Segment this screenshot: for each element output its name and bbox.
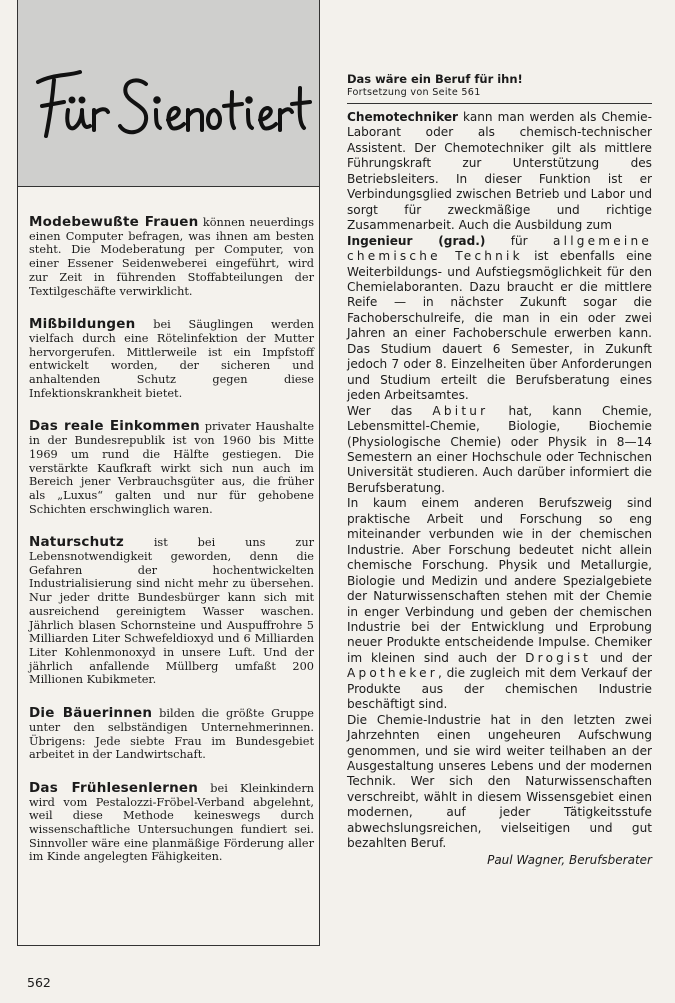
article-subtitle: Fortsetzung von Seite 561	[347, 87, 481, 98]
header-band	[18, 0, 319, 187]
paragraph-text: und der	[591, 650, 652, 665]
notice-text: können neuerdings einen Computer befragen, was ihnen am besten steht. Die Modeberatung per Computer, von einer Essener Seidenweberei eingeführt, wird zur Zeit in führenden Stoffabteilungen der Textilgeschäfte verwirklicht.	[29, 216, 314, 298]
notice-item	[29, 318, 314, 400]
notice-lead: Modebewußte Frauen	[29, 214, 199, 230]
spaced-term: allgemeine chemische Technik	[347, 233, 652, 264]
paragraph	[347, 110, 652, 234]
notice-lead: Naturschutz	[29, 534, 124, 551]
paragraph	[347, 404, 652, 497]
notice-item	[29, 216, 314, 298]
paragraph	[347, 496, 652, 712]
paragraph-text: , die zugleich mit dem Verkauf der Produkte aus der chemischen Industrie beschäftigt sind.	[347, 666, 652, 712]
notes-list	[29, 216, 314, 884]
notice-item	[29, 536, 314, 687]
notice-lead: Mißbildungen	[29, 316, 136, 333]
term-ingenieur: Ingenieur (grad.)	[347, 233, 486, 248]
paragraph-text: Die Chemie-Industrie hat in den letzten zwei Jahrzehnten einen ungeheuren Aufschwung genommen, und sie wird weiter teilhaben an der Ausgestaltung unseres Lebens und der modernen Technik. Wer sich den Naturwissenschaften verschreibt, wählt in diesem Wissensgebiet einen modernen, auf jeder Tätigkeitsstufe abwechslungsreichen, vielseitigen und gut bezahlten Beruf.	[347, 712, 652, 851]
notice-item	[29, 707, 314, 762]
notice-text: ist bei uns zur Lebensnotwendigkeit geworden, denn die Gefahren der hochentwickelten Industrialisierung sind nicht mehr zu übersehen. Nur jeder dritte Bundesbürger kann sich mit ausreichend gereinigtem Wasser waschen. Jährlich blasen Schornsteine und Auspuffrohre 5 Milliarden Liter Schwefeldioxyd und 6 Milliarden Liter Kohlenmonoxyd in unsere Luft. Und der jährlich anfallende Müllberg umfaßt 200 Millionen Kubikmeter.	[29, 536, 314, 687]
term-chemotechniker: Chemotechniker	[347, 110, 458, 124]
page-number: 562	[27, 975, 51, 990]
paragraph-text: In kaum einem anderen Berufszweig sind praktische Arbeit und Forschung so eng miteinander verbunden wie in der chemischen Industrie. Aber Forschung bedeutet nicht allein chemische Forschung. Physik und Metallurgie, Biologie und Medizin und andere Spezialgebiete der Naturwissenschaften stehen mit der Chemie in enger Verbindung und geben der chemischen Industrie bei der Entwicklung und Erprobung neuer Produkte entscheidende Impulse. Chemiker im kleinen sind auch der	[347, 496, 652, 665]
notice-text: bei Säuglingen werden vielfach durch eine Rötelinfektion der Mutter hervorgerufen. Mittlerweile ist ein Impfstoff entwickelt worden, der sicheren und anhaltenden Schutz gegen diese Infektionskrankheit bietet.	[29, 318, 314, 400]
notes-box	[17, 0, 320, 946]
paragraph-text: hat, kann Chemie, Lebensmittel-Chemie, Biologie, Biochemie (Physiologische Chemie) oder Physik in 8—14 Semestern an einer Hochschule oder Technischen Universität studieren. Auch darüber informiert die Berufsberatung.	[347, 403, 652, 495]
paragraph-text: für	[485, 233, 554, 248]
paragraph-text: ist ebenfalls eine Weiterbildungs- und Aufstiegsmöglichkeit für den Chemielaboranten. Dazu braucht er die mittlere Reife — in nächster Zukunft sogar die Fachoberschulreife, die man in ein oder zwei Jahren an einer Fachoberschule erwerben kann. Das Studium dauert 6 Semester, in Zukunft jedoch 7 oder 8. Einzelheiten über Anforderungen und Studium erteilt die Berufsberatung eines jeden Arbeitsamtes.	[347, 249, 652, 403]
signature: Paul Wagner, Berufsberater	[487, 852, 652, 867]
paragraph-text: Wer das	[347, 403, 433, 418]
spaced-term: Apotheker	[347, 666, 438, 681]
notice-text: bilden die größte Gruppe unter den selbständigen Unternehmerinnen. Übrigens: Jede siebte Frau im Bundesgebiet arbeitet in der Landwirtschaft.	[29, 707, 314, 762]
notice-text: bei Kleinkindern wird vom Pestalozzi-Fröbel-Verband abgelehnt, weil diese Methode keineswegs durch wissenschaftliche Untersuchungen fundiert sei. Sinnvoller wäre eine planmäßige Förderung aller im Kinde angelegten Fähigkeiten.	[29, 781, 314, 864]
spaced-term: Drogist	[525, 650, 592, 665]
paragraph	[347, 234, 652, 404]
notice-item	[29, 779, 314, 864]
spaced-term: Abitur	[432, 403, 489, 418]
article-title: Das wäre ein Beruf für ihn!	[347, 72, 523, 86]
paragraph-text: kann man werden als Chemie-Laborant oder als chemisch-technischer Assistent. Der Chemotechniker gilt als mittlere Führungskraft zur Unterstützung des Betriebsleiters. In dieser Funktion ist er Verbindungsglied zwischen Betrieb und Labor und sorgt für zweckmäßige und richtige Zusammenarbeit. Auch die Ausbildung zum	[347, 110, 652, 233]
notice-text: privater Haushalte in der Bundesrepublik ist von 1960 bis Mitte 1969 um rund die Hälfte gestiegen. Die verstärkte Kaufkraft wirkt sich nun auch im Bereich jener Verbrauchsgüter aus, die früher als „Luxus“ galten und nur für gehobene Schichten erschwinglich waren.	[29, 420, 314, 516]
notice-item	[29, 420, 314, 516]
fuer-sie-notiert-logo	[28, 62, 313, 152]
notice-lead: Die Bäuerinnen	[29, 705, 153, 722]
notice-lead: Das Frühlesenlernen	[29, 779, 199, 796]
notice-lead: Das reale Einkommen	[29, 418, 200, 435]
article-body	[347, 110, 652, 852]
divider	[347, 103, 652, 104]
article-column	[347, 72, 652, 867]
paragraph	[347, 713, 652, 852]
